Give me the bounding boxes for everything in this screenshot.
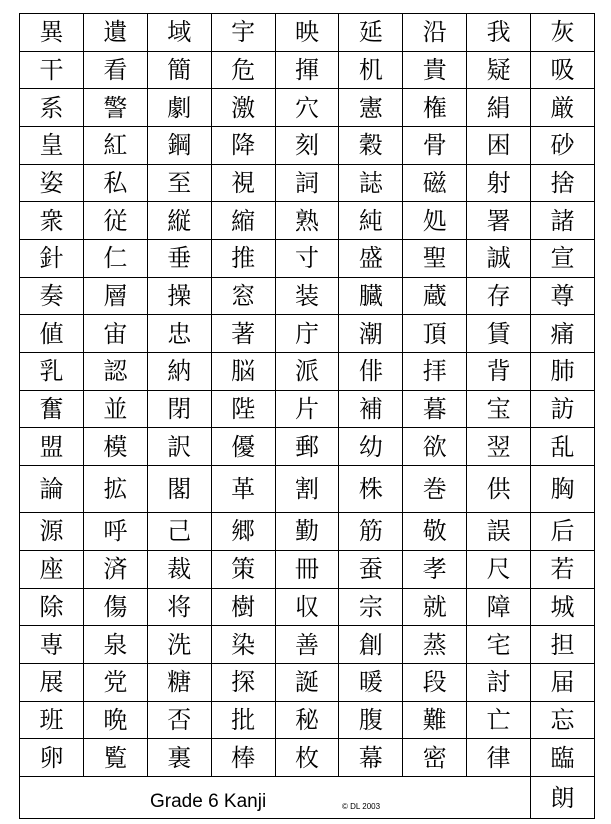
kanji-cell: 割 (275, 466, 339, 513)
kanji-cell: 宇 (211, 14, 275, 52)
kanji-row (20, 14, 595, 52)
kanji-cell: 奏 (20, 277, 84, 315)
kanji-cell: 針 (20, 240, 84, 278)
kanji-cell: 幕 (339, 739, 403, 777)
kanji-cell: 担 (531, 626, 595, 664)
kanji-cell: 盟 (20, 428, 84, 466)
kanji-cell: 我 (467, 14, 531, 52)
kanji-cell: 痛 (531, 315, 595, 353)
kanji-cell: 律 (467, 739, 531, 777)
kanji-cell-last: 朗 (531, 777, 595, 819)
kanji-cell: 討 (467, 663, 531, 701)
kanji-cell: 砂 (531, 127, 595, 165)
kanji-cell: 誌 (339, 164, 403, 202)
kanji-cell: 延 (339, 14, 403, 52)
kanji-cell: 系 (20, 89, 84, 127)
kanji-cell: 臓 (339, 277, 403, 315)
kanji-cell: 紅 (83, 127, 147, 165)
kanji-cell: 寸 (275, 240, 339, 278)
kanji-row (20, 390, 595, 428)
caption-cell (20, 777, 531, 819)
kanji-cell: 染 (211, 626, 275, 664)
kanji-row (20, 701, 595, 739)
kanji-cell: 郵 (275, 428, 339, 466)
kanji-cell: 操 (147, 277, 211, 315)
kanji-cell: 従 (83, 202, 147, 240)
kanji-cell: 値 (20, 315, 84, 353)
kanji-cell: 閉 (147, 390, 211, 428)
kanji-cell: 宅 (467, 626, 531, 664)
kanji-row (20, 51, 595, 89)
kanji-cell: 存 (467, 277, 531, 315)
kanji-cell: 済 (83, 550, 147, 588)
kanji-cell: 専 (20, 626, 84, 664)
kanji-row (20, 164, 595, 202)
kanji-row (20, 550, 595, 588)
kanji-cell: 純 (339, 202, 403, 240)
kanji-cell: 訳 (147, 428, 211, 466)
kanji-cell: 看 (83, 51, 147, 89)
kanji-cell: 除 (20, 588, 84, 626)
kanji-cell: 異 (20, 14, 84, 52)
kanji-cell: 認 (83, 353, 147, 391)
kanji-cell: 陛 (211, 390, 275, 428)
kanji-cell: 疑 (467, 51, 531, 89)
kanji-cell: 優 (211, 428, 275, 466)
kanji-cell: 泉 (83, 626, 147, 664)
kanji-cell: 誕 (275, 663, 339, 701)
kanji-cell: 株 (339, 466, 403, 513)
kanji-cell: 宙 (83, 315, 147, 353)
kanji-cell: 劇 (147, 89, 211, 127)
kanji-cell: 視 (211, 164, 275, 202)
kanji-cell: 傷 (83, 588, 147, 626)
chart-title: Grade 6 Kanji (150, 791, 267, 812)
kanji-cell: 届 (531, 663, 595, 701)
kanji-cell: 窓 (211, 277, 275, 315)
kanji-cell: 俳 (339, 353, 403, 391)
kanji-cell: 頂 (403, 315, 467, 353)
kanji-cell: 創 (339, 626, 403, 664)
kanji-cell: 障 (467, 588, 531, 626)
kanji-cell: 孝 (403, 550, 467, 588)
kanji-cell: 賃 (467, 315, 531, 353)
kanji-cell: 私 (83, 164, 147, 202)
kanji-cell: 供 (467, 466, 531, 513)
kanji-cell: 暮 (403, 390, 467, 428)
kanji-cell: 論 (20, 466, 84, 513)
kanji-cell: 聖 (403, 240, 467, 278)
kanji-cell: 善 (275, 626, 339, 664)
kanji-cell: 熟 (275, 202, 339, 240)
kanji-cell: 穴 (275, 89, 339, 127)
kanji-cell: 翌 (467, 428, 531, 466)
kanji-row (20, 626, 595, 664)
kanji-cell: 磁 (403, 164, 467, 202)
kanji-cell: 絹 (467, 89, 531, 127)
kanji-cell: 裁 (147, 550, 211, 588)
kanji-cell: 著 (211, 315, 275, 353)
kanji-cell: 樹 (211, 588, 275, 626)
kanji-cell: 難 (403, 701, 467, 739)
kanji-cell: 推 (211, 240, 275, 278)
kanji-cell: 縮 (211, 202, 275, 240)
kanji-cell: 宣 (531, 240, 595, 278)
kanji-cell: 垂 (147, 240, 211, 278)
kanji-cell: 源 (20, 513, 84, 551)
footer-row (20, 777, 595, 819)
kanji-cell: 誤 (467, 513, 531, 551)
kanji-cell: 庁 (275, 315, 339, 353)
kanji-cell: 縦 (147, 202, 211, 240)
kanji-row (20, 127, 595, 165)
kanji-cell: 派 (275, 353, 339, 391)
kanji-cell: 若 (531, 550, 595, 588)
kanji-cell: 幼 (339, 428, 403, 466)
kanji-cell: 装 (275, 277, 339, 315)
kanji-row (20, 240, 595, 278)
kanji-cell: 腹 (339, 701, 403, 739)
kanji-cell: 欲 (403, 428, 467, 466)
copyright-notice: © DL 2003 (342, 802, 381, 811)
kanji-cell: 片 (275, 390, 339, 428)
kanji-row (20, 315, 595, 353)
kanji-cell: 胸 (531, 466, 595, 513)
kanji-cell: 骨 (403, 127, 467, 165)
kanji-cell: 后 (531, 513, 595, 551)
kanji-cell: 困 (467, 127, 531, 165)
kanji-cell: 捨 (531, 164, 595, 202)
kanji-cell: 映 (275, 14, 339, 52)
kanji-cell: 刻 (275, 127, 339, 165)
kanji-cell: 沿 (403, 14, 467, 52)
kanji-cell: 貴 (403, 51, 467, 89)
kanji-cell: 補 (339, 390, 403, 428)
kanji-cell: 射 (467, 164, 531, 202)
kanji-cell: 枚 (275, 739, 339, 777)
kanji-cell: 蔵 (403, 277, 467, 315)
kanji-cell: 拝 (403, 353, 467, 391)
kanji-cell: 否 (147, 701, 211, 739)
kanji-cell: 激 (211, 89, 275, 127)
kanji-cell: 危 (211, 51, 275, 89)
kanji-cell: 蒸 (403, 626, 467, 664)
kanji-cell: 閣 (147, 466, 211, 513)
kanji-grid (19, 13, 595, 819)
kanji-cell: 鋼 (147, 127, 211, 165)
kanji-cell: 尺 (467, 550, 531, 588)
kanji-cell: 穀 (339, 127, 403, 165)
kanji-cell: 策 (211, 550, 275, 588)
kanji-cell: 勤 (275, 513, 339, 551)
kanji-row (20, 466, 595, 513)
kanji-cell: 探 (211, 663, 275, 701)
kanji-cell: 密 (403, 739, 467, 777)
kanji-cell: 糖 (147, 663, 211, 701)
kanji-cell: 己 (147, 513, 211, 551)
kanji-cell: 灰 (531, 14, 595, 52)
kanji-cell: 納 (147, 353, 211, 391)
kanji-row (20, 353, 595, 391)
kanji-cell: 晩 (83, 701, 147, 739)
kanji-cell: 革 (211, 466, 275, 513)
kanji-cell: 署 (467, 202, 531, 240)
kanji-cell: 呼 (83, 513, 147, 551)
kanji-cell: 展 (20, 663, 84, 701)
kanji-cell: 座 (20, 550, 84, 588)
kanji-cell: 衆 (20, 202, 84, 240)
kanji-cell: 党 (83, 663, 147, 701)
kanji-row (20, 739, 595, 777)
kanji-cell: 筋 (339, 513, 403, 551)
kanji-cell: 暖 (339, 663, 403, 701)
kanji-cell: 批 (211, 701, 275, 739)
kanji-cell: 拡 (83, 466, 147, 513)
kanji-cell: 裏 (147, 739, 211, 777)
kanji-cell: 至 (147, 164, 211, 202)
kanji-cell: 域 (147, 14, 211, 52)
kanji-cell: 洗 (147, 626, 211, 664)
kanji-cell: 蚕 (339, 550, 403, 588)
kanji-grid-body (20, 14, 595, 777)
kanji-cell: 並 (83, 390, 147, 428)
kanji-row (20, 428, 595, 466)
kanji-cell: 皇 (20, 127, 84, 165)
kanji-cell: 降 (211, 127, 275, 165)
kanji-cell: 収 (275, 588, 339, 626)
kanji-cell: 訪 (531, 390, 595, 428)
kanji-row (20, 513, 595, 551)
kanji-cell: 厳 (531, 89, 595, 127)
kanji-cell: 模 (83, 428, 147, 466)
kanji-cell: 秘 (275, 701, 339, 739)
kanji-row (20, 663, 595, 701)
kanji-cell: 城 (531, 588, 595, 626)
kanji-row (20, 277, 595, 315)
kanji-cell: 遺 (83, 14, 147, 52)
kanji-cell: 敬 (403, 513, 467, 551)
kanji-cell: 班 (20, 701, 84, 739)
kanji-cell: 干 (20, 51, 84, 89)
kanji-cell: 権 (403, 89, 467, 127)
kanji-cell: 警 (83, 89, 147, 127)
kanji-cell: 憲 (339, 89, 403, 127)
kanji-cell: 巻 (403, 466, 467, 513)
kanji-cell: 臨 (531, 739, 595, 777)
kanji-cell: 乳 (20, 353, 84, 391)
kanji-cell: 棒 (211, 739, 275, 777)
kanji-cell: 吸 (531, 51, 595, 89)
kanji-cell: 処 (403, 202, 467, 240)
kanji-cell: 姿 (20, 164, 84, 202)
kanji-cell: 諸 (531, 202, 595, 240)
kanji-cell: 揮 (275, 51, 339, 89)
kanji-cell: 仁 (83, 240, 147, 278)
kanji-cell: 誠 (467, 240, 531, 278)
kanji-cell: 郷 (211, 513, 275, 551)
kanji-cell: 段 (403, 663, 467, 701)
kanji-row (20, 202, 595, 240)
kanji-row (20, 89, 595, 127)
kanji-cell: 層 (83, 277, 147, 315)
kanji-cell: 冊 (275, 550, 339, 588)
kanji-cell: 乱 (531, 428, 595, 466)
kanji-cell: 就 (403, 588, 467, 626)
kanji-cell: 机 (339, 51, 403, 89)
kanji-cell: 脳 (211, 353, 275, 391)
kanji-cell: 簡 (147, 51, 211, 89)
kanji-cell: 覧 (83, 739, 147, 777)
kanji-cell: 潮 (339, 315, 403, 353)
kanji-cell: 背 (467, 353, 531, 391)
kanji-cell: 宗 (339, 588, 403, 626)
kanji-cell: 忠 (147, 315, 211, 353)
kanji-row (20, 588, 595, 626)
kanji-cell: 卵 (20, 739, 84, 777)
kanji-cell: 将 (147, 588, 211, 626)
kanji-cell: 詞 (275, 164, 339, 202)
kanji-cell: 忘 (531, 701, 595, 739)
kanji-cell: 盛 (339, 240, 403, 278)
kanji-cell: 肺 (531, 353, 595, 391)
kanji-cell: 宝 (467, 390, 531, 428)
kanji-cell: 尊 (531, 277, 595, 315)
kanji-cell: 亡 (467, 701, 531, 739)
kanji-cell: 奮 (20, 390, 84, 428)
